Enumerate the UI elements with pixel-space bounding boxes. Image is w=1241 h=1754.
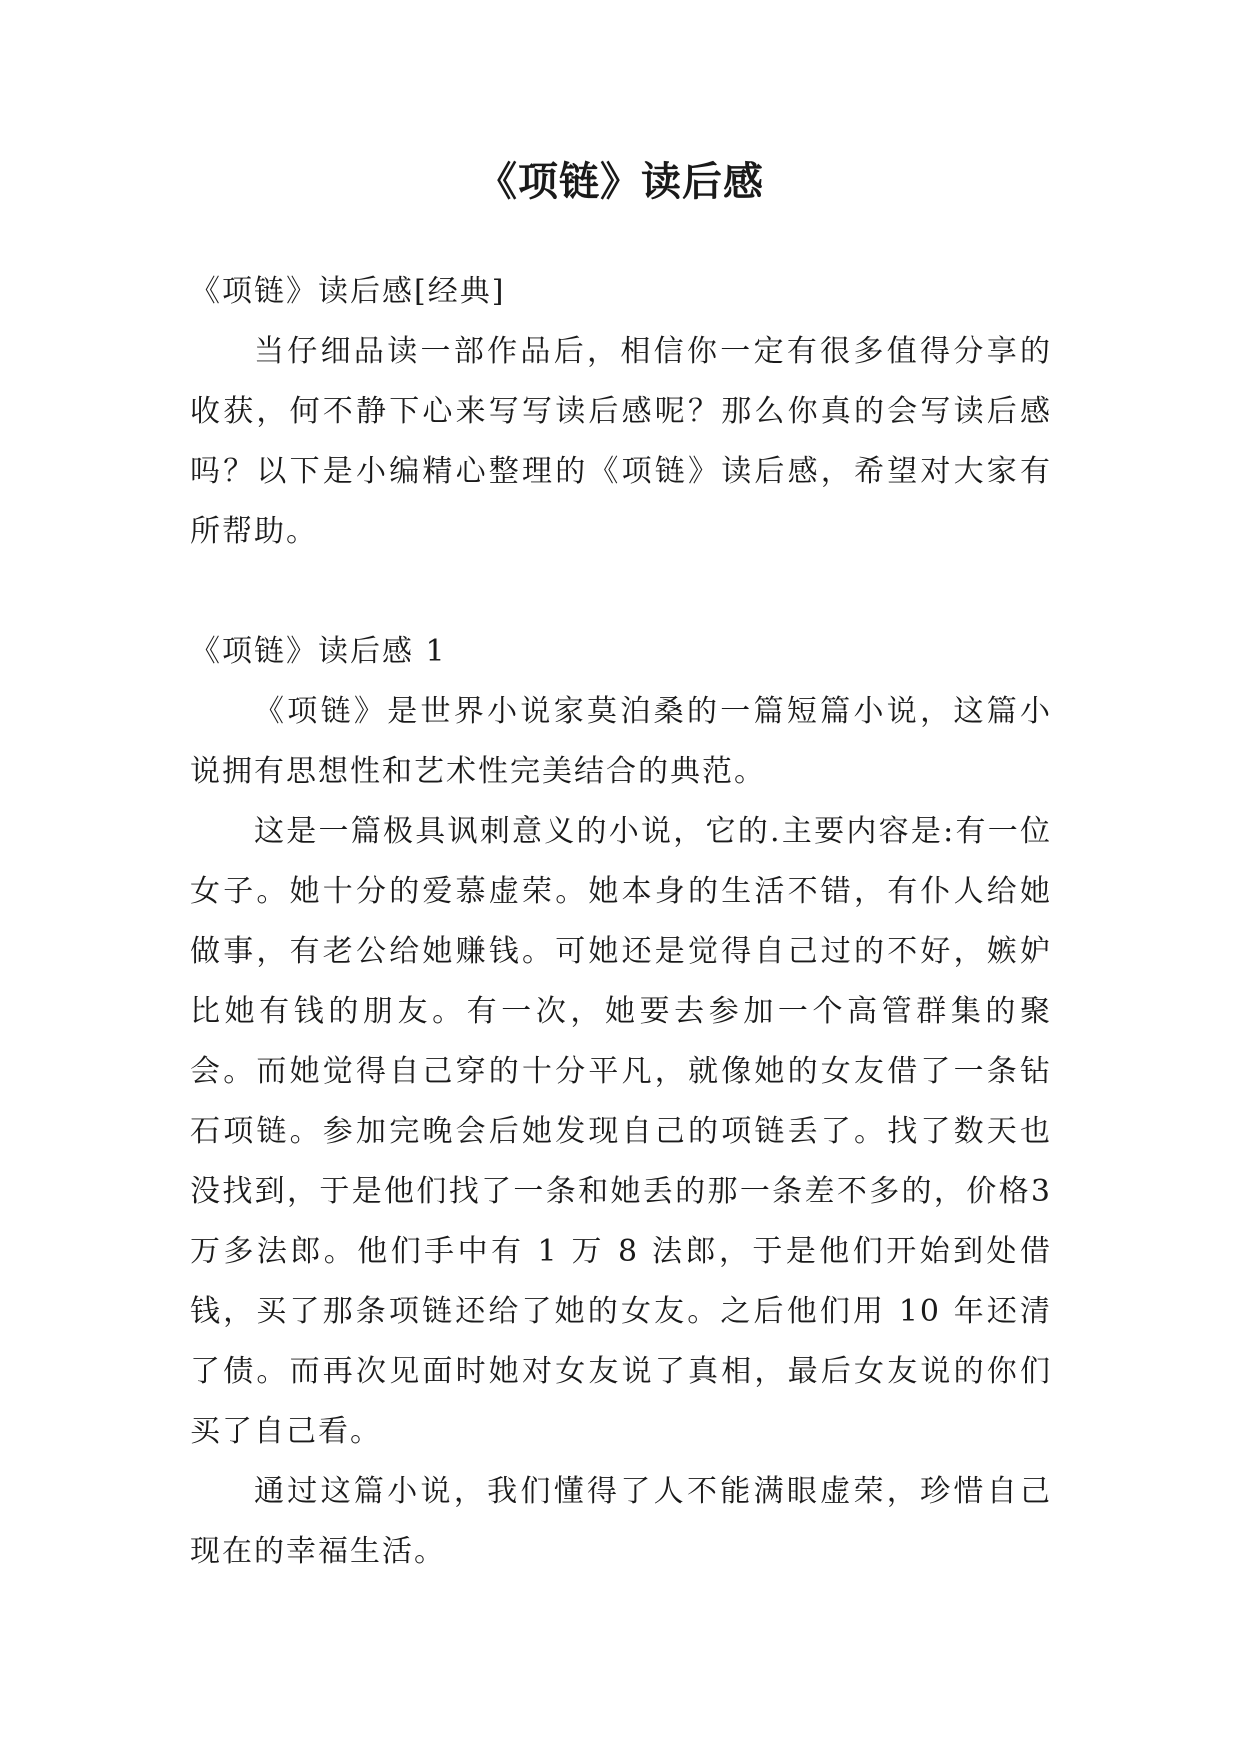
- intro-paragraph: 当仔细品读一部作品后，相信你一定有很多值得分享的收获，何不静下心来写写读后感呢？那么你真的会写读后感吗？以下是小编精心整理的《项链》读后感，希望对大家有所帮助。: [190, 334, 1052, 549]
- body-paragraph-2: 这是一篇极具讽刺意义的小说，它的.主要内容是:有一位女子。她十分的爱慕虚荣。她本身的生活不错，有仆人给她做事，有老公给她赚钱。可她还是觉得自己过的不好，嫉妒比她有钱的朋友。有一次，她要去参加一个高管群集的聚会。而她觉得自己穿的十分平凡，就像她的女友借了一条钻石项链。参加完晚会后她发现自己的项链丢了。找了数天也没找到，于是他们找了一条和她丢的那一条差不多的，价格3 万多法郎。他们手中有 1 万 8 法郎，于是他们开始到处借钱，买了那条项链还给了她的女友。之后他们用 10 年还清了债。而再次见面时她对女友说了真相，最后女友说的你们买了自己看。: [190, 814, 1052, 1449]
- body-paragraph-1: 《项链》是世界小说家莫泊桑的一篇短篇小说，这篇小说拥有思想性和艺术性完美结合的典范。: [190, 694, 1052, 789]
- document-body: [190, 262, 1052, 1582]
- document-title: 《项链》读后感: [477, 159, 764, 205]
- section-spacer: [190, 562, 1052, 622]
- document-subtitle: 《项链》读后感[经典]: [190, 274, 506, 309]
- body-paragraph-3: 通过这篇小说，我们懂得了人不能满眼虚荣，珍惜自己现在的幸福生活。: [190, 1474, 1052, 1569]
- section-heading: 《项链》读后感 1: [190, 634, 447, 669]
